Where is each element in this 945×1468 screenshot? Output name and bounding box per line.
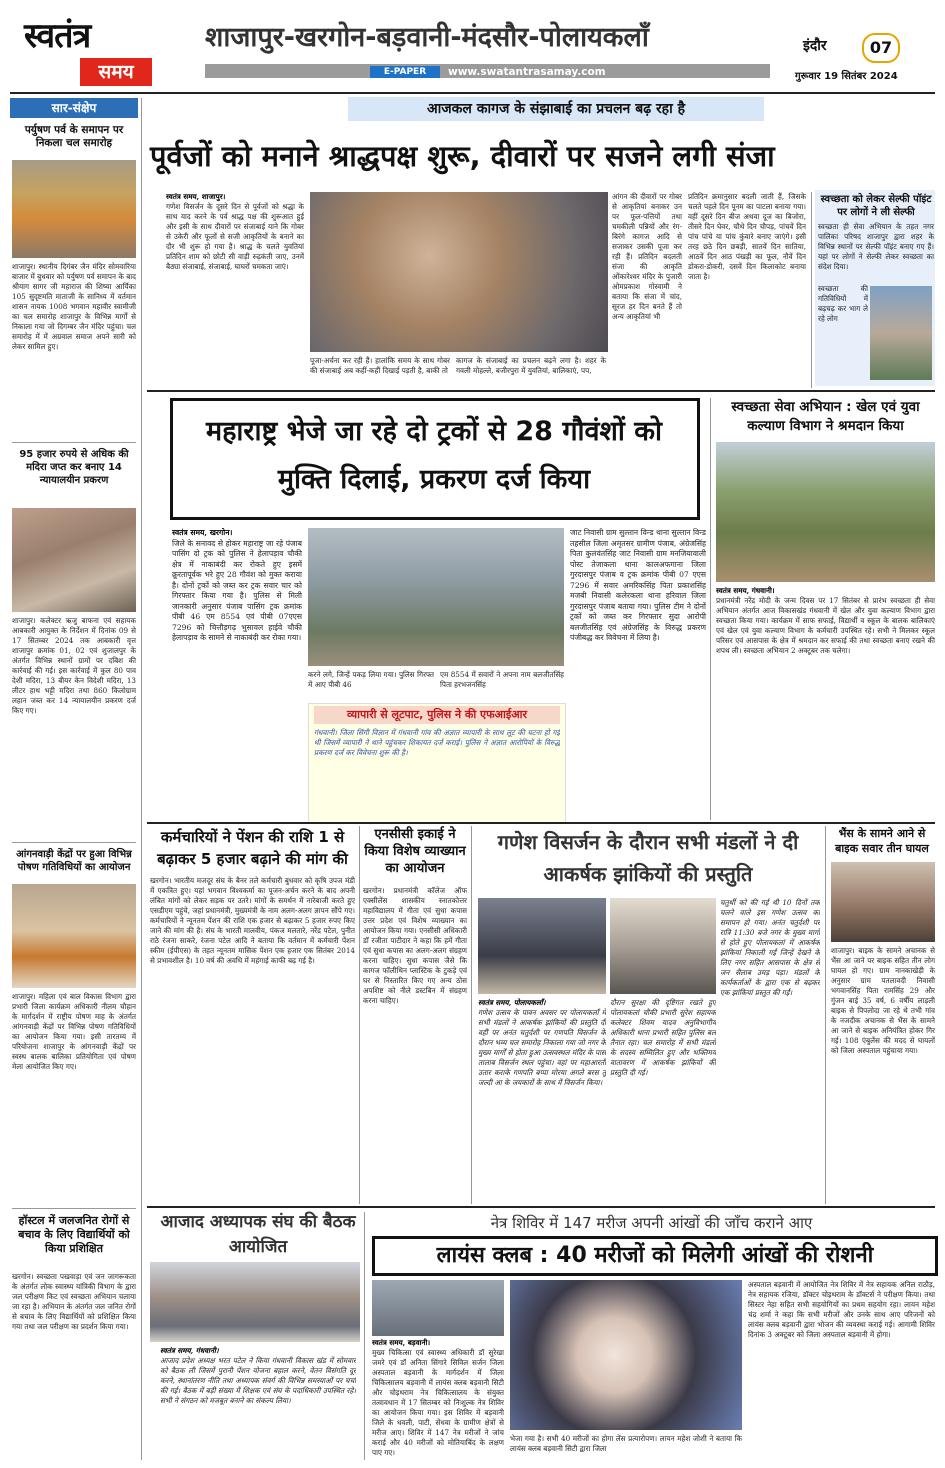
logo-top: स्वतंत्र [24, 16, 91, 56]
khel-story-photo [716, 442, 935, 582]
ncc-headline: एनसीसी इकाई ने किया विशेष व्याख्यान का आयोजन [364, 827, 466, 876]
top-story-col1: स्वतंत्र समय, शाजापुर। गणेश विसर्जन के दूसरे दिन से पूर्वजों को श्रद्धा के साथ याद करने के पर्व श्राद्ध पक्ष की शुरूआत हुई और इसी के साथ दीवारों पर संजाबाई याने कि गोबर से उकेरी और फूलों से सजी आकृतियों के बनाने का दौर भी शुरू हो गया है। श्राद्ध के चलते युवतियां प्रतिदिन शाम को छोटी सी वाड़ी रुढ़कंती जाए, उनमें बैठ्या संजाबाई, संजाबाई, घाघरों चमकता जाएं। [166, 192, 304, 271]
sidebar-story3-title: आंगनवाड़ी केंद्रों पर हुआ विभिन्न पोषण गतिविधियों का आयोजन [16, 849, 132, 873]
pension-headline: कर्मचारियों ने पेंशन की राशि 1 से बढ़ाकर 5 हजार बढ़ाने की मांग की [157, 828, 348, 868]
inset-story-body: गंधवानी। जिला सिंगी विज्ञान में गंधवानी गांव की अज्ञात व्यापारी के साथ लूट की घटना हो गई थी जिसमें व्यापारी ने थाने पहुंचकर शिकायत दर्ज कराई। पुलिस ने अज्ञात आरोपियों के विरुद्ध प्रकरण दर्ज कर विवेचना शुरू की है। [314, 728, 560, 757]
eye-camp-col1: स्वतंत्र समय, बड़वानी। मुख्य चिकित्सा एवं स्वास्थ्य अधिकारी डॉ सुरेखा जमरे एवं डॉ अनिता सिंगारे सिविल सर्जन जिला अस्पताल बड़वानी के मार्गदर्शन में जिला चिकित्सालय बड़वानी में लायंस क्लब बड़वानी सिटी और चोइथराम नेत्र चिकित्सालय के संयुक्त तत्वावधान में 17 सितम्बर को निःशुल्क नेत्र शिविर का आयोजन किया गया। इस शिविर में बड़वानी जिले के धवली, पाटी, सेंधवा के ग्रामीण क्षेत्रों से मरीज आए। शिविर में 147 नेत्र मरीजों ने जांच कराई और 40 मरीजों को मोतियाबिंद के लक्षण पाए गए। [372, 1338, 504, 1457]
sidebar-divider [12, 842, 136, 843]
top-story-col5: प्रतिदिन क्रमानुसार बदली जाती हैं, जिसके चलते पहले दिन पूनम का पाटला बनाया गया। वहीं दूसरे दिन बीज अथवा दूज का बिजोरा, तीसरे दिन घेवर, चौथे दिन चौपड़, पांचवें दिन पांच पांचे या पांच कुंवारे बनाए जाएंगे। इसी तरह छठे दिन छबड़ी, सातवें दिन सातिया, आठवें दिन आठ पंखड़ी का फूल, नौवें दिन डोकरा-डोकरी, दसवें दिन किलाकोट बनाया जाता है। [688, 192, 806, 281]
azad-body: स्वतंत्र समय, गंधवानी। आजाद प्रदेश अध्यक्ष भरत पटेल ने किया गंधवानी विकास खंड में सोमवार को बैठक ली जिसमें पुरानी पेंशन योजना बहाल करने, वेतन विसंगति दूर करने, स्थानांतरण नीति तथा अध्यापक संवर्ग की विभिन्न समस्याओं पर चर्चा की गई। बैठक में बड़ी संख्या में शिक्षक एवं संघ के पदाधिकारी उपस्थित रहे। सभी ने संगठन को मजबूत बनाने का संकल्प लिया। [160, 1346, 356, 1405]
sidebar-story3-body: शाजापुर। महिला एवं बाल विकास विभाग द्वारा प्रभारी जिला कार्यक्रम अधिकारी नीलम चौहान के मार्गदर्शन में राष्ट्रीय पोषण माह के अंतर्गत आंगनवाड़ी केंद्रों पर विभिन्न पोषण गतिविधियों का आयोजन किया गया। इसी तारतम्य में परियोजना शाजापुर के आंगनवाड़ी केंद्रों पर स्वस्थ बालक बालिका प्रतियोगिता एवं पोषण मेला आयोजित किए गए। [12, 992, 136, 1071]
eye-camp-photo-main [510, 1280, 742, 1430]
cattle-story-caption-right: एम 8554 में सवारों ने अपना नाम बलजीतसिंह पिता हरभजनसिंह [440, 670, 564, 689]
column-rule [710, 398, 711, 820]
section-rule [147, 390, 935, 392]
edition-title: शाजापुर-खरगोन-बड़वानी-मंदसौर-पोलायकलॉं [205, 22, 649, 53]
eye-camp-kicker: नेत्र शिविर में 147 मरीज अपनी आंखों की जॉंच कराने आए [490, 1214, 813, 1232]
azad-headline: आजाद अध्यापक संघ की बैठक आयोजित [160, 1212, 356, 1257]
city-label: इंदौर [803, 38, 827, 54]
sidebar-header: सार-संक्षेप [10, 98, 138, 118]
khel-story-body: स्वतंत्र समय, गंधवानी। प्रधानमंत्री नरेंद्र मोदी के जन्म दिवस पर 17 सितंबर से प्रारंभ स्वच्छता ही सेवा अभियान अंतर्गत आज विकासखंड गंधवानी में खेल और युवा कल्याण विभाग द्वारा स्वच्छता किया गया। कार्यक्रम में साफ सफाई, विद्यार्थी व स्कूल के बालक बालिकाएं एवं खेल एवं युवा कल्याण विभाग के कर्मचारी उपस्थित रहे। सभी ने मिलकर स्कूल परिसर एवं आसपास के क्षेत्र में श्रमदान कर सफाई की तथा स्वच्छता बनाए रखने की शपथ ली। स्वच्छता अभियान 2 अक्टूबर तक चलेगा। [716, 586, 935, 655]
logo [10, 10, 162, 90]
eye-camp-caption: भेजा गया है। सभी 40 मरीजों का होगा लेंस प्रत्यारोपण। लायन महेश जोशी ने बताया कि लायंस क्लब बड़वानी सिटी द्वारा जिला [510, 1434, 742, 1453]
cattle-story-headline: महाराष्ट्र भेजे जा रहे दो ट्रकों से 28 गौवंशों को मुक्ति दिलाई, प्रकरण दर्ज किया [205, 416, 663, 495]
epaper-badge: E-PAPER [370, 66, 440, 78]
selfie-story-photo [870, 286, 932, 380]
pension-body: खरगोन। भारतीय मजदूर संघ के बैनर तले कर्मचारी बुधवार को कृषि उपज मंडी में एकत्रित हुए। यहां भगवान विश्वकर्मा का पूजन-अर्चन करने के बाद अपनी लंबित मांगों को लेकर सड़क पर उतरे। मांगों के समर्थन में नारेबाजी करते हुए एसडीएम पहुंचे, जहां प्रधानमंत्री, मुख्यमंत्री के नाम अलग-अलग ज्ञापन सौंपे गए। कर्मचारियों ने न्यूनतम पेंशन की राशि एक हजार से बढ़ाकर 5 हजार रुपए किए जाने की मांग की है। संघ के भारती मालवीय, पंकज मलतारे, नरेंद्र पटेल, पुनीत राठे रंजना साकरे, रंजना पटेल आदि ने बताया कि वर्तमान में कर्मचारी पेंशन स्कीम (ईपीएस) के तहत न्यूनतम मासिक पेंशन एक हजार एक सितंबर 2014 से प्रभावशील है। 10 वर्ष की अवधि में महंगाई काफी बढ़ गई है। [150, 876, 355, 965]
accident-photo [831, 862, 935, 942]
ncc-body: खरगोन। प्रधानमंत्री कॉलेज ऑफ एक्सीलेंस शासकीय स्नातकोत्तर महाविद्यालय में गीता एवं सुधा कपास उत्तर प्रदेश एवं विशेष व्याख्यान का आयोजन किया गया। एनसीसी अधिकारी डॉ रजीता पाटीदार ने कहा कि हमें गीता एवं सुधा कपास का अलग-अलग संग्रहण करना चाहिए। सुधा कपास जैसे कि कागज फॉलीथिन प्लास्टिक के टुकड़े एवं घर से निस्तारित किए गए अन्य ठोस अपशिष्ट को नीले डस्टबिन में संग्रहण करना चाहिए। [363, 886, 467, 1005]
eye-camp-photo-left [372, 1280, 504, 1336]
logo-bottom: समय [80, 58, 152, 86]
ganesh-col2: दौरान सुरक्षा की दृष्टिगत रखते हुए पोलायकलां चौकी प्रभारी सुरेश सहायक कलेक्टर शिवम यादव अनुविभागीय अधिकारी थाना प्रभारी सहित पुलिस बल तैनात रहा। चल समारोह में सभी मंडलों के सदस्य सम्मिलित हुए और भक्तिमय वातावरण में आकर्षक झांकियों की प्रस्तुति दी गई। [610, 998, 716, 1077]
page-number: 07 [862, 33, 900, 63]
sidebar-story1-title: पर्युषण पर्व के समापन पर निकला चल समारोह [24, 124, 124, 149]
ganesh-col1: स्वतंत्र समय, पोलायकलॉं। गणेश उत्सव के पावन अवसर पर पोलायकलॉं में सभी मंडलों ने आकर्षक झांकियों की प्रस्तुति दी वहीं पर अनंत चतुर्दशी पर गणपति विसर्जन के दौरान भव्य चल समारोह निकाला गया जो नगर के मुख्य मार्गों से होता हुआ उत्सवस्थल मंदिर के पास तालाब विसर्जन स्थल पहुंचा। वहां पर महाआरती उतार कराके गणपति बप्पा मोरया अगले बरस तू जल्दी आ के जयकारों के साथ में विसर्जन किया। [478, 998, 606, 1087]
selfie-story-title: स्वच्छता को लेकर सेल्फी पॉइंट पर लोगों ने ली सेल्फी [820, 194, 932, 218]
sidebar-story1-body: शाजापुर। स्थानीय दिगंबर जैन मंदिर सोमवारिया बाजार में बुधवार को पर्युषण पर्व समापन के बाद श्रीयाग सागर जी महाराज की शिष्या आर्यिका 105 सुदृष्टमति माताजी के सानिध्य में वर्तमान शासन नायक 1008 भगवान महावीर स्वामीजी का चल समारोह शाजापुर के विभिन्न मार्गों से निकाला गया जो दिगम्बर जैन मंदिर पहुंचा। चल समारोह में में अग्रवाल समाज अपने सारी को लेकर सामिल हुए। [12, 262, 136, 351]
top-story-col3: कागज के संजाबाई का प्रचलन बढ़ने लगा है। शहर के गवली मोहल्ले, बजीरपुरा में युवतियां, बालिकाएं, पप, [456, 356, 606, 375]
cattle-story-col1: स्वतंत्र समय, खरगोन। जिले के सनावद से होकर महाराष्ट्र जा रहे पंजाब पासिंग दो ट्रक को पुलिस ने हेलापड़ाव चौकी क्षेत्र में नाकाबंदी कर रोकते हुए इसमें क्रूरतापूर्वक भरे हुए 28 गौवंश को मुक्त कराया है। दोनों ट्रकों को जब्त कर ट्रक सवार चार को गिरफ्तार किया गया है। पुलिस से मिली जानकारी अनुसार पंजाब पासिंग ट्रक क्रमांक पीबी 46 एम 8554 एवं पीबी 07एएस 7296 को चित्तौड़गढ़ भुसावल हाईवे चौकी हेलापड़ाव के सामने से नाकाबंदी कर रोका गया। [172, 528, 302, 642]
issue-date: गुरूवार 19 सितंबर 2024 [795, 71, 898, 82]
khel-story-title: स्वच्छता सेवा अभियान : खेल एवं युवा कल्याण विभाग ने श्रमदान किया [731, 399, 920, 434]
section-rule [147, 1206, 935, 1208]
column-rule [359, 826, 360, 1204]
eye-camp-headline: लायंस क्लब : 40 मरीजों को मिलेगी आंखों की रोशनी [436, 1243, 874, 1268]
sidebar-divider [12, 442, 136, 443]
sidebar-story4-body: खरगोन। स्वच्छता पखवाड़ा एवं जन जागरूकता के अंतर्गत लोक स्वास्थ्य यांत्रिकी विभाग के द्वारा जल परीक्षण किट एवं स्वच्छता अभियान चलाया जा रहा है। अभियान के अंतर्गत जल जनित रोगों से बचाव के लिए विद्यार्थियों को प्रशिक्षित किया गया तथा जल परीक्षण का प्रदर्शन किया गया। [12, 1272, 136, 1331]
column-rule [825, 826, 826, 1204]
column-rule [471, 826, 472, 1204]
column-rule [364, 1212, 365, 1460]
cattle-story-caption-left: करने लगे, जिन्हें पकड़ लिया गया। पुलिस गिरफ्त में आए पीबी 46 [308, 670, 434, 689]
sidebar-story4-title: हॉस्टल में जलजनित रोगों से बचाव के लिए विद्यार्थियों को किया प्रशिक्षित [18, 1214, 130, 1255]
section-rule [147, 822, 935, 824]
ganesh-col3: चतुर्थी को की गई थी 10 दिनों तक चलने वाले इस गणेश उत्सव का समापन हो गया। अनंत चतुर्दशी पर रात्रि 11:30 बजे नगर के मुख्य मार्गों से होते हुए पोलायकलां में आकर्षक झांकियां निकाली गईं जिन्हें देखने के लिए नगर सहित आसपास के क्षेत्र से जन सैलाब उमड़ पड़ा। मंडलों के कार्यकर्ताओं के द्वारा एक से बढ़कर एक झांकियां प्रस्तुत की गईं। [720, 898, 820, 997]
sidebar-divider [12, 1208, 136, 1209]
sidebar-story2-title: 95 हजार रुपये से अधिक की मदिरा जप्त कर बनाए 14 न्यायालयीन प्रकरण [19, 449, 129, 486]
accident-body: शाजापुर। बाइक के सामने अचानक से भैंस आ जाने पर बाइक सहित तीन लोग घायल हो गए। ग्राम नानकाखेड़ी के अनुसार ग्राम पतलावदी निवासी भगवानसिंह पिता रामसिंह 29 और गुंजन बाई 35 वर्ष, 6 वर्षीय लाड़ली बाइक से पिपलोदा जा रहे थे तभी गांव के नजदीक अचानक से भैंस के सामने आ जाने से बाइक अनियंत्रित होकर गिर गई। 108 एंबुलेंस की मदद से घायलों को जिला अस्पताल पहुंचाया गया। [831, 946, 935, 1055]
cattle-story-photo [308, 528, 564, 666]
eye-camp-col3: अस्पताल बड़वानी में आयोजित नेत्र शिविर में नेत्र सहायक अनिल राठौड़, नेत्र सहायक रजिया, डॉक्टर चोइथराम के डॉक्टर्स ने परीक्षण किया। तथा सिस्टर नेहा सहित सभी सहयोगियों का प्रथम सहयोग रहा। लायन महेश चंद्र शर्मा ने कहा कि सभी मरीजों और उनके साथ आए परिजनों को लायंस क्लब बड़वानी द्वारा भोजन की व्यवस्था कराई गई। आगामी शिविर दिनांक 3 अक्टूबर को जिला अस्पताल बड़वानी में होगा। [748, 1280, 935, 1339]
ganesh-photo-right [610, 898, 716, 994]
sidebar-story1-photo [12, 160, 136, 258]
inset-story-title-bar: व्यापारी से लूटपाट, पुलिस ने की एफआईआर [314, 706, 560, 724]
selfie-story-side: स्वच्छता की गतिविधियों में बढ़चढ़ कर भाग ले रहे लोग [818, 284, 868, 323]
top-story-kicker: आजकल कागज के संझाबाई का प्रचलन बढ़ रहा है [348, 97, 764, 121]
website-link[interactable]: www.swatantrasamay.com [448, 66, 606, 78]
accident-headline: भैंस के सामने आने से बाइक सवार तीन घायल [835, 827, 929, 855]
sidebar-story2-photo [12, 508, 136, 612]
top-story-col2: पूजा-अर्चना कर रही हैं। हालांकि समय के साथ गोबर की संजाबाई अब कहीं-कहीं दिखाई पड़ती है, बाकी तो [310, 356, 450, 375]
top-story-col4: आंगन की दीवारों पर गोबर से आकृतियां बनाकर उन पर फूल-पत्तियों तथा चमकीली पन्नियों और रंग-बिरंगे कागज आदि से सजाकर उसकी पूजा कर रही हैं। प्रतिदिन बदलती संजा की आकृति ओंकारेश्वर मंदिर के पुजारी ओमप्रकाश गोस्वामी ने बताया कि संजा में चांद, सूरज हर दिन बनते हैं तो अन्य आकृतियां भी [612, 192, 682, 321]
ganesh-headline: गणेश विसर्जन के दौरान सभी मंडलों ने दी आकर्षक झांकियों की प्रस्तुति [497, 830, 799, 886]
sidebar-column-rule [141, 98, 142, 1460]
masthead-bottom-rule [10, 92, 935, 94]
cattle-story-col3: जाट निवासी ग्राम सुल्तान विन्ड थाना सुल्तान विन्ड तहसील जिला अमृतसर ग्रामीण पंजाब, अंग्रेजसिंह पिता कुलवंतसिंह जाट निवासी ग्राम मनजियावाली पोस्ट तेजाकला थाना कालअफगाना जिला गुरदासपुर पंजाब व ट्रक क्रमांक पीबी 07 एएस 7296 में सवार अमरिकसिंह पिता प्रकाशसिंह मजबी निवासी कलेरकला थाना हरिवाल जिला गुरदासपुर पंजाब बताया गया। पुलिस टीम ने दोनों ट्रकों को जब्त कर गिरफ्तार सुदा आरोपी बलजीतसिंह एवं अंग्रेजसिंह के विरुद्ध प्रकरण पंजीबद्ध कर विवेचना में लिया है। [570, 528, 706, 642]
selfie-story-body: स्वच्छता ही सेवा अभियान के तहत नगर पालिका परिषद शाजापुर द्वारा शहर के विभिन्न स्थानों पर सेल्फी पॉइंट बनाए गए हैं। यहां पर लोगों ने सेल्फी लेकर स्वच्छता का संदेश दिया। [818, 222, 934, 271]
top-story-photo [310, 192, 608, 352]
azad-photo [150, 1262, 360, 1342]
ganesh-photo-left [478, 898, 606, 994]
top-story-headline: पूर्वजों को मनाने श्राद्धपक्ष शुरू, दीवारों पर सजने लगी संजा [150, 139, 775, 173]
column-rule [811, 192, 812, 388]
sidebar-story2-body: शाजापुर। कलेक्टर ऋजु बाफना एवं सहायक आबकारी आयुक्त के निर्देशन में दिनांक 09 से 17 सितम्बर 2024 तक आबकारी वृत्त शाजापुर क्रमांक 01, 02 एवं शुजालपुर के अंतर्गत विभिन्न स्थानों ग्रामों पर दबिश की कार्रवाई की गई। इस कार्रवाई में कुल 80 पाव देशी मदिरा, 13 बीयर केन विदेशी मदिरा, 13 लीटर हाथ भट्टी मदिरा तथा 860 किलोग्राम लहान जब्त कर 14 न्यायालयीन प्रकरण दर्ज किए गए। [12, 616, 136, 715]
sidebar-story3-photo [12, 884, 136, 988]
